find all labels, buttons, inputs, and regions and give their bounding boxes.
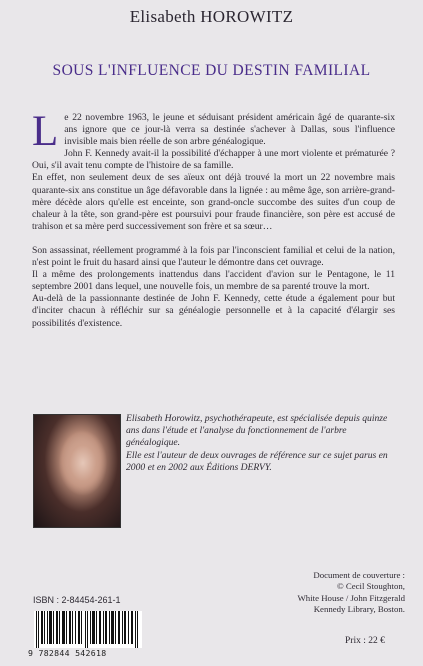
author-bio <box>126 413 402 474</box>
paragraph-5: Il a même des prolongements inattendus dans l'accident d'avion sur le Pentagone, le 11 septembre 2001 dans lequel, une nouvelle fois, un membre de sa parenté trouve la mort. <box>32 269 395 293</box>
cover-credit-line-2: © Cecil Stoughton, <box>336 581 405 592</box>
isbn: ISBN : 2-84454-261-1 <box>33 595 121 605</box>
paragraph-1 <box>32 108 395 155</box>
author-photo <box>33 414 121 528</box>
book-title: SOUS L'INFLUENCE DU DESTIN FAMILIAL <box>52 62 371 79</box>
barcode <box>34 611 142 648</box>
paragraph-1-text: e 22 novembre 1963, le jeune et séduisant président américain âgé de quarante-six ans ignore que ce jour-là verra sa destinée s'achever à Dallas, sous l'influence invisible mais bien réelle de son arbre généalogique. <box>64 112 395 148</box>
price: Prix : 22 € <box>345 636 385 646</box>
cover-credit-line-3: White House / John Fitzgerald <box>297 592 405 603</box>
back-cover-text <box>32 108 395 330</box>
author-name: Elisabeth HOROWITZ <box>129 7 294 26</box>
paragraph-6: Au-delà de la passionnante destinée de John F. Kennedy, cette étude a également pour but d'inciter chacun à réfléchir sur sa généalogie personnelle et à la capacité d'élargir ses possibilités d'existence. <box>32 293 395 329</box>
bio-paragraph-1: Elisabeth Horowitz, psychothérapeute, est spécialisée depuis quinze ans dans l'étude et l'analyse du fonctionnement de l'arbre généalogique. <box>126 413 388 449</box>
cover-credit-line-4: Kennedy Library, Boston. <box>313 604 405 615</box>
paragraph-4: Son assassinat, réellement programmé à la fois par l'inconscient familial et celui de la nation, n'est point le fruit du hasard ainsi que l'auteur le démontre dans cet ouvrage. <box>32 244 395 269</box>
bio-paragraph-2: Elle est l'auteur de deux ouvrages de référence sur ce sujet parus en 2000 et en 2002 aux Éditions DERVY. <box>126 449 388 473</box>
paragraph-2: John F. Kennedy avait-il la possibilité d'échapper à une mort violente et prématurée ? Oui, s'il avait tenu compte de l'histoire de sa famille. <box>32 148 395 172</box>
drop-cap: L <box>32 108 59 155</box>
cover-credit <box>290 570 405 616</box>
cover-credit-line-1: Document de couverture : <box>313 570 405 580</box>
paragraph-3: En effet, non seulement deux de ses aïeux ont déjà trouvé la mort un 22 novembre mais quarante-six ans constitue un âge défavorable dans la lignée : au même âge, son arrière-grand-mère décède alors qu'elle est enceinte, son grand-oncle succombe des suites d'un coup de chaleur à la tête, son grand-père est poursuivi pour fraude financière, son père est accusé de trahison et sa mère perd successivement son frère et sa sœur… <box>32 172 395 232</box>
barcode-number: 9 782844 542618 <box>28 648 107 658</box>
